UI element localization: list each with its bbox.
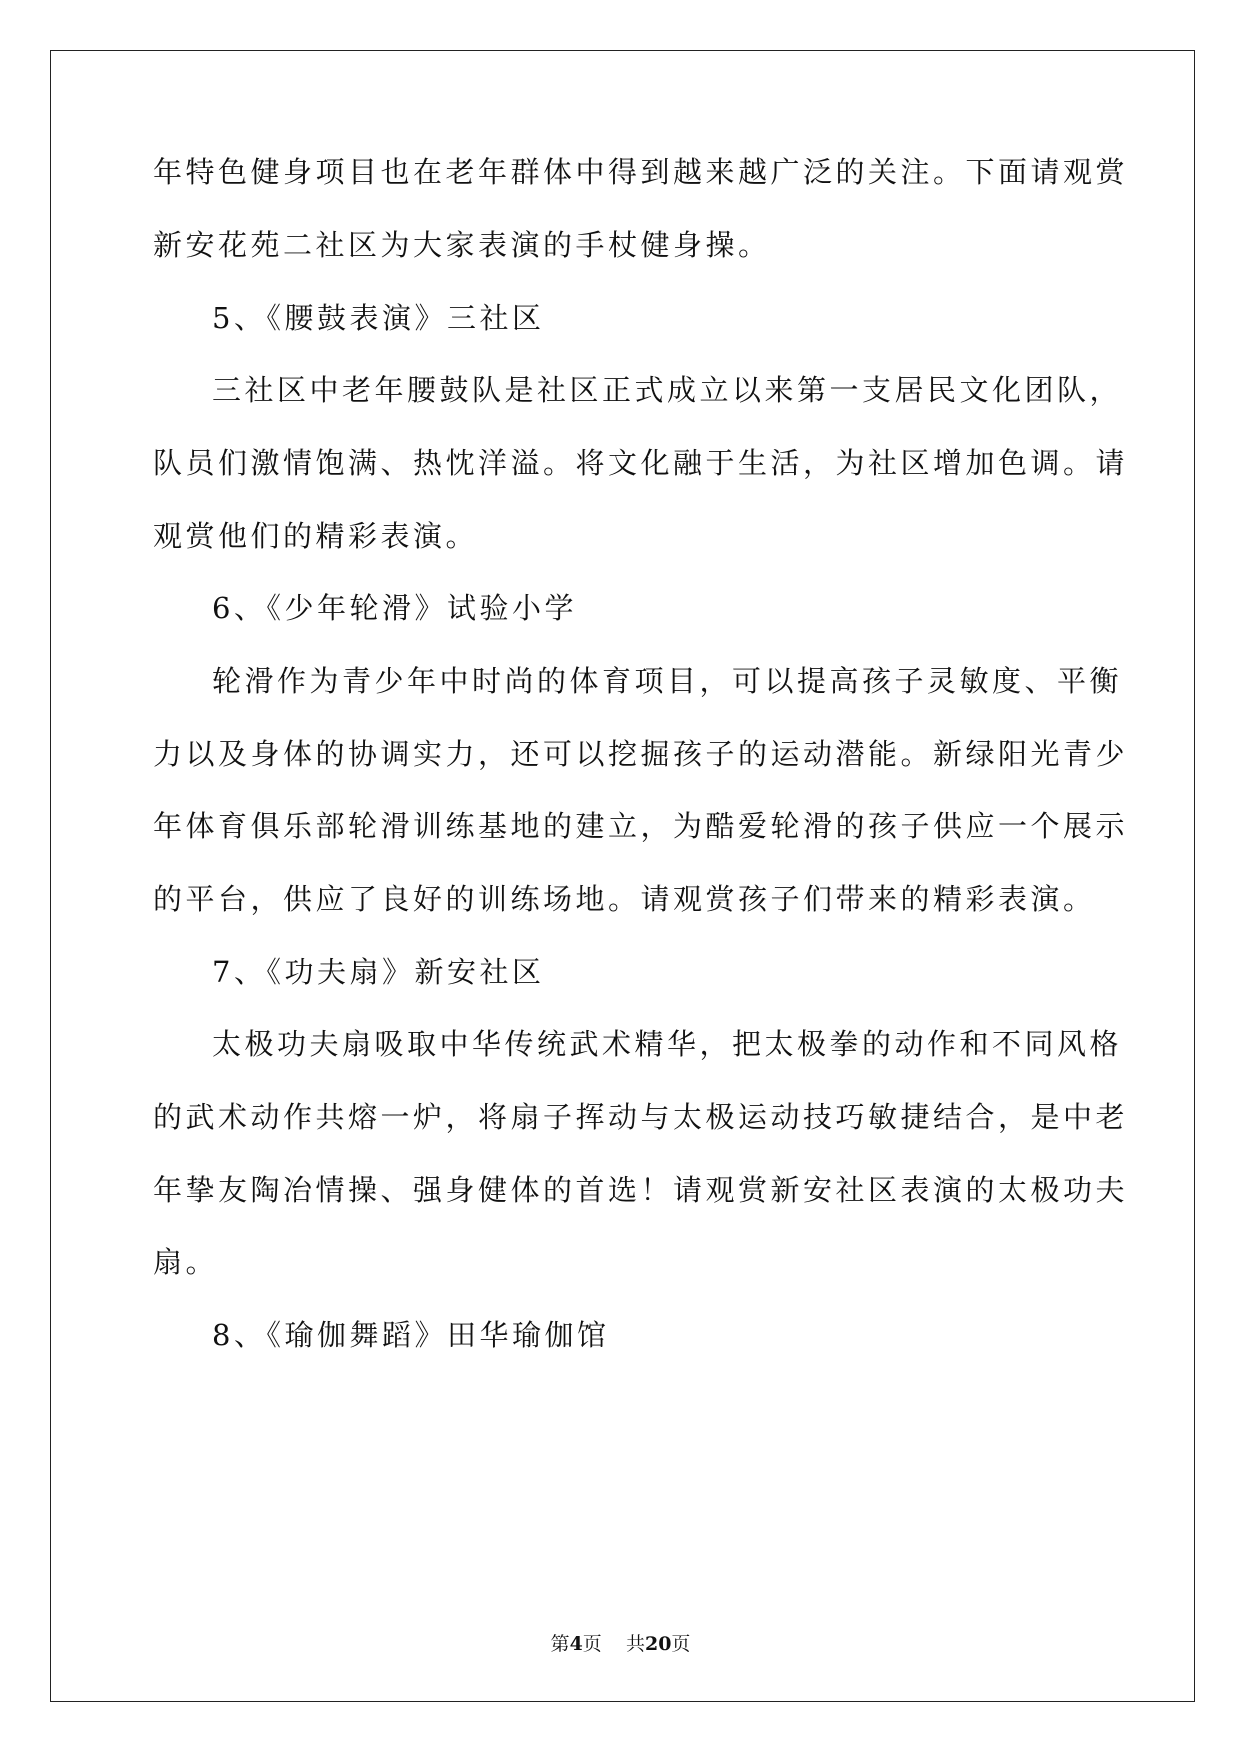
footer-prefix: 第	[550, 1633, 570, 1655]
body-line: 力以及身体的协调实力，还可以挖掘孩子的运动潜能。新绿阳光青少	[153, 737, 1129, 771]
body-line: 轮滑作为青少年中时尚的体育项目，可以提高孩子灵敏度、平衡	[212, 664, 1123, 698]
section-heading: 7、《功夫扇》新安社区	[212, 955, 545, 989]
footer-suffix: 页	[671, 1633, 691, 1655]
body-line: 年特色健身项目也在老年群体中得到越来越广泛的关注。下面请观赏	[153, 155, 1129, 189]
body-line: 队员们激情饱满、热忱洋溢。将文化融于生活，为社区增加色调。请	[153, 446, 1129, 480]
footer-mid: 页 共	[582, 1633, 645, 1655]
body-line: 的武术动作共熔一炉，将扇子挥动与太极运动技巧敏捷结合，是中老	[153, 1100, 1129, 1134]
section-heading: 8、《瑜伽舞蹈》田华瑜伽馆	[212, 1318, 610, 1352]
body-line: 年挚友陶冶情操、强身健体的首选！请观赏新安社区表演的太极功夫	[153, 1173, 1129, 1207]
body-line: 年体育俱乐部轮滑训练基地的建立，为酷爱轮滑的孩子供应一个展示	[153, 809, 1129, 843]
body-line: 的平台，供应了良好的训练场地。请观赏孩子们带来的精彩表演。	[153, 882, 1096, 916]
body-line: 扇。	[153, 1245, 219, 1279]
page-footer	[0, 1632, 1241, 1656]
section-heading: 6、《少年轮滑》试验小学	[212, 591, 577, 625]
body-line: 新安花苑二社区为大家表演的手杖健身操。	[153, 228, 771, 262]
body-line: 三社区中老年腰鼓队是社区正式成立以来第一支居民文化团队，	[212, 373, 1123, 407]
section-heading: 5、《腰鼓表演》三社区	[212, 301, 545, 335]
body-line: 观赏他们的精彩表演。	[153, 519, 479, 553]
footer-page-number: 4	[569, 1633, 583, 1655]
footer-total-pages: 20	[644, 1633, 672, 1655]
body-line: 太极功夫扇吸取中华传统武术精华，把太极拳的动作和不同风格	[212, 1027, 1123, 1061]
